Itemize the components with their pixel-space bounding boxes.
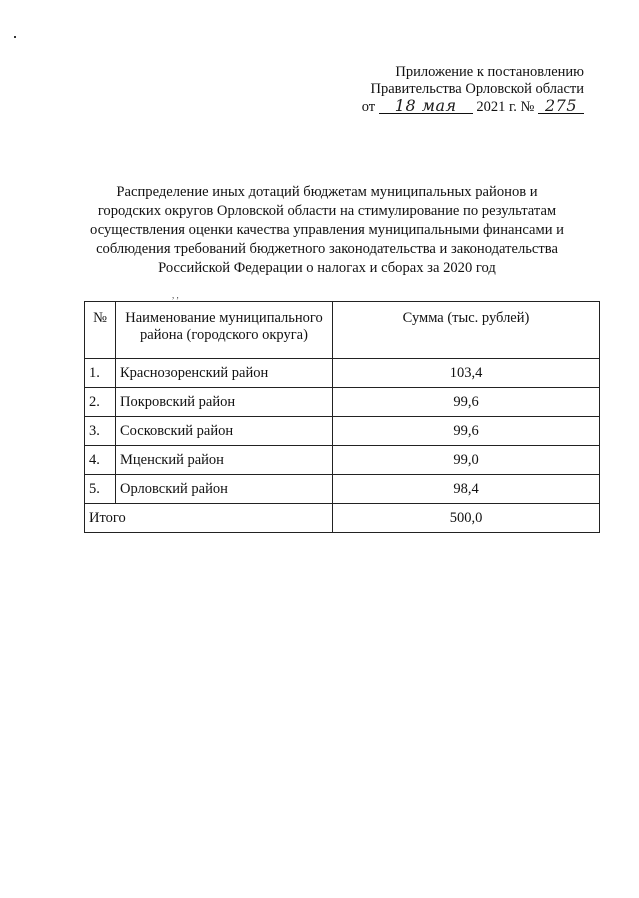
appendix-header [344,64,584,116]
row-sum: 103,4 [333,359,600,388]
table-row [85,417,600,446]
table-total-row [85,504,600,533]
row-sum: 99,6 [333,417,600,446]
appendix-line-1: Приложение к постановлению [395,64,584,80]
handwritten-date: 18 мая [379,98,473,114]
table-row [85,446,600,475]
header-name [116,302,333,359]
distribution-table [84,301,600,533]
appendix-date-line [344,98,584,116]
row-num: 5. [85,475,116,504]
row-name: Орловский район [116,475,333,504]
header-num: № [85,302,116,359]
header-name-text: Наименование муниципального района (городского округа) [125,310,323,343]
row-name: Краснозоренский район [116,359,333,388]
row-num: 3. [85,417,116,446]
table-row [85,475,600,504]
total-label: Итого [85,504,333,533]
table-row [85,359,600,388]
appendix-date-prefix: от [361,99,376,115]
row-name: Покровский район [116,388,333,417]
total-sum: 500,0 [333,504,600,533]
row-num: 1. [85,359,116,388]
scan-speck [14,36,16,38]
row-sum: 99,6 [333,388,600,417]
row-name: Мценский район [116,446,333,475]
row-num: 4. [85,446,116,475]
handwritten-number: 275 [538,98,584,114]
document-title: Распределение иных дотаций бюджетам муниципальных районов и городских округов Орловской области на стимулирование по результатам осуществления оценки качества управления муниципальными финансами и соблюдения требований бюджетного законодательства и законодательства Российской Федерации о налогах и сборах за 2020 год [90,184,564,276]
table-row [85,388,600,417]
row-sum: 99,0 [333,446,600,475]
row-num: 2. [85,388,116,417]
header-sum: Сумма (тыс. рублей) [333,302,600,359]
scan-tick-mark: , , [172,290,179,300]
appendix-line-2: Правительства Орловской области [370,81,584,97]
row-name: Сосковский район [116,417,333,446]
table-header-row [85,302,600,359]
row-sum: 98,4 [333,475,600,504]
appendix-year-text: 2021 г. № [476,99,535,115]
